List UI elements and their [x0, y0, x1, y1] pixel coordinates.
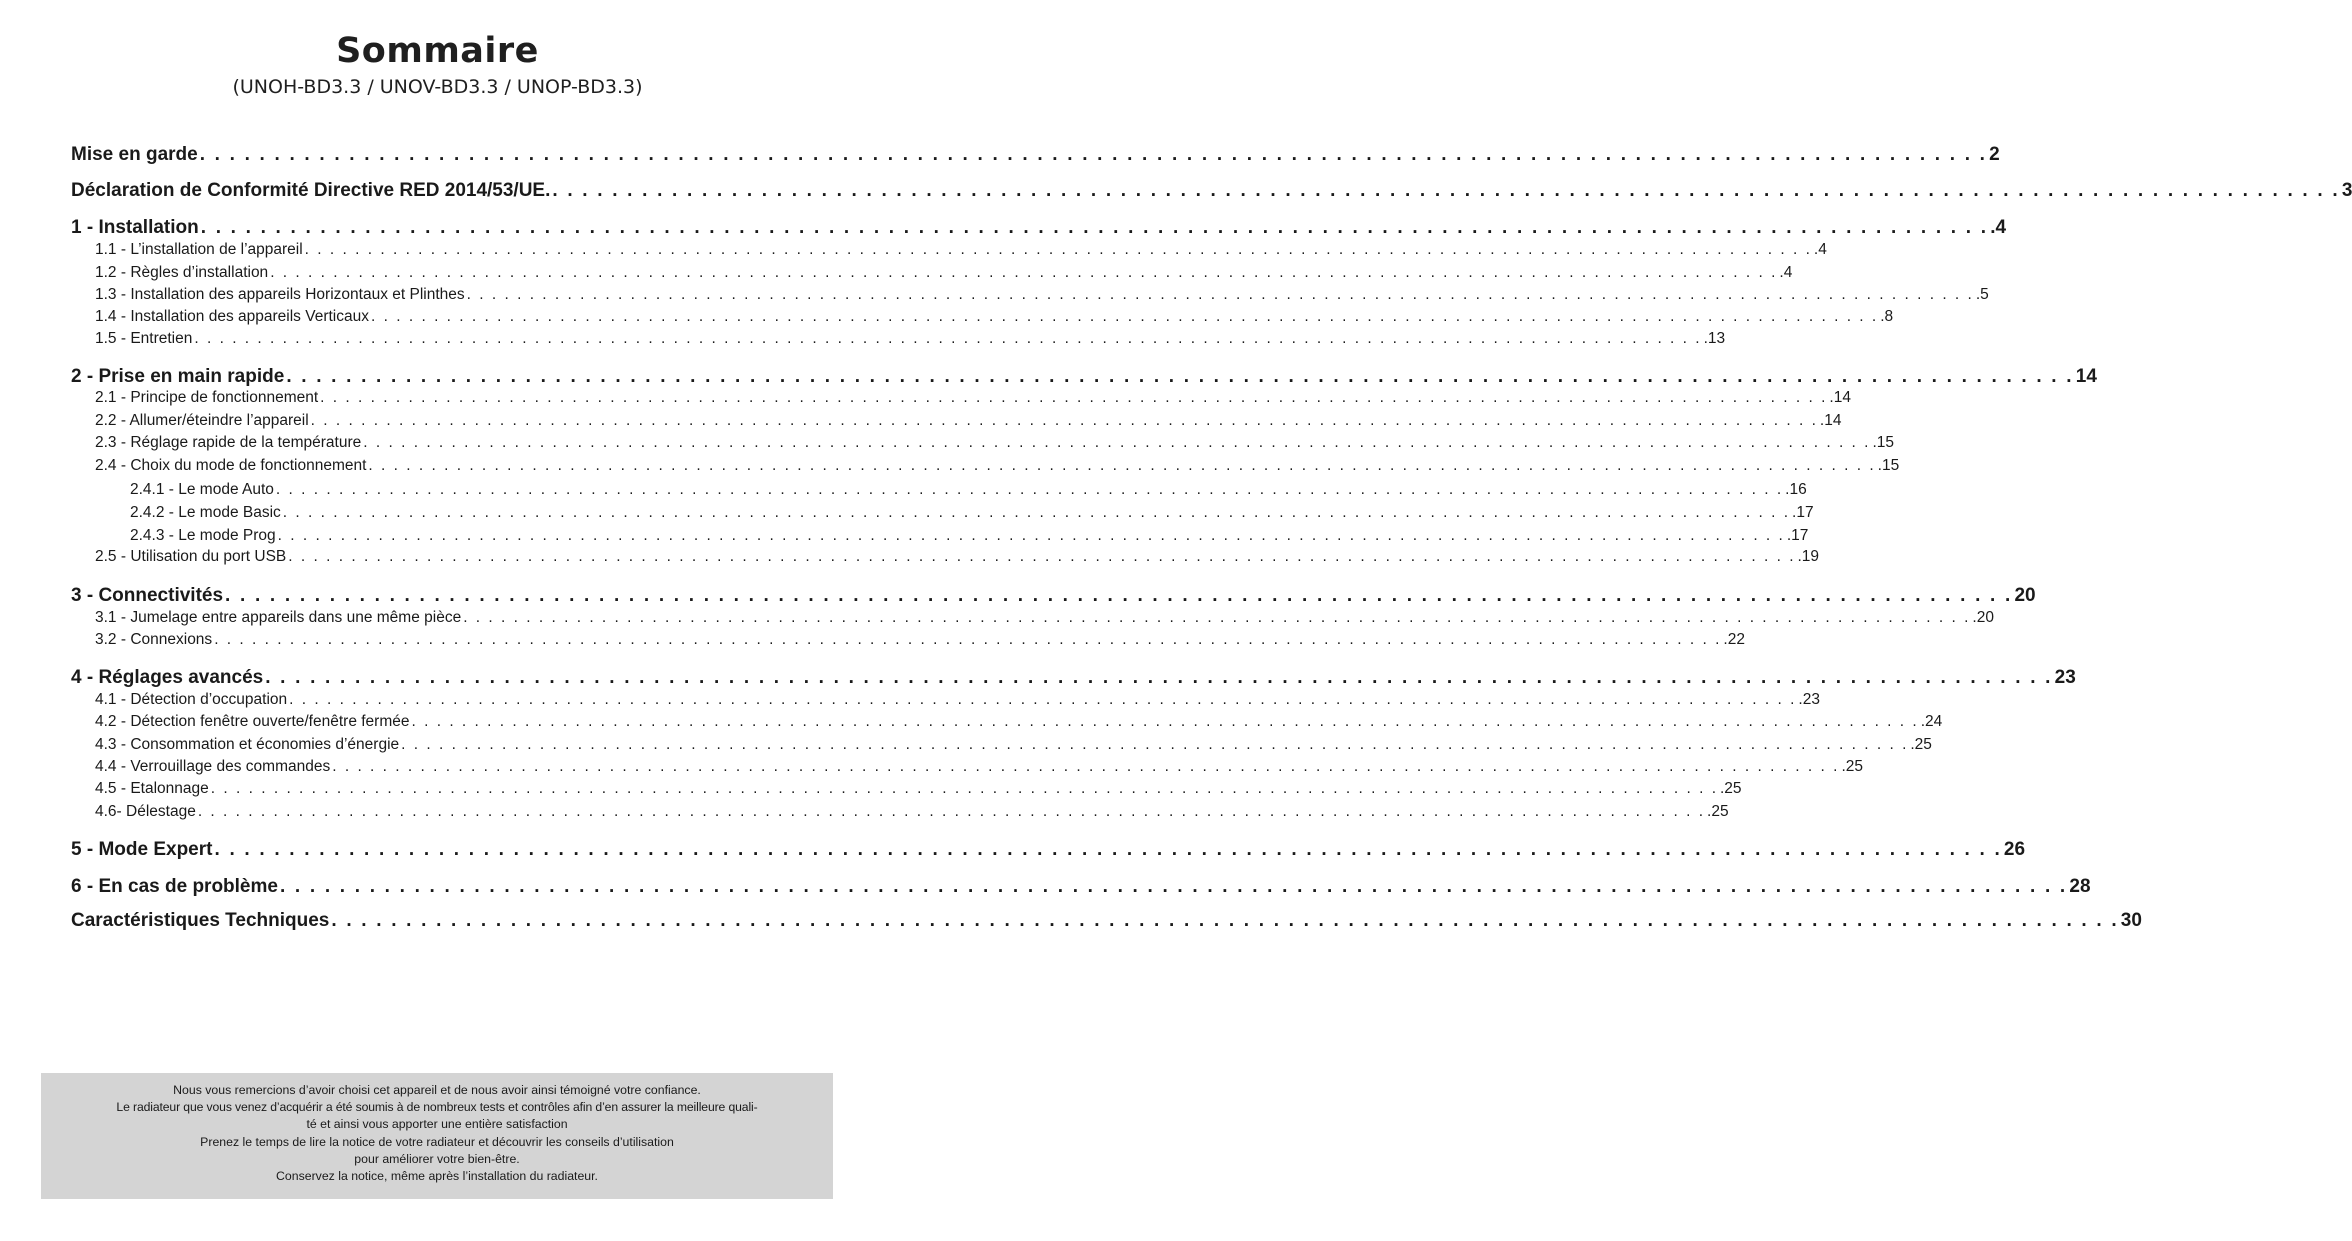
toc-entry[interactable] [95, 803, 1729, 821]
toc-entry-page: .13 [1703, 330, 1726, 347]
toc-entry-label: 4.1 - Détection d’occupation [95, 691, 288, 708]
toc-entry-label: 4.2 - Détection fenêtre ouverte/fenêtre fermée [95, 713, 410, 730]
toc-entry-page: .17 [1786, 527, 1809, 544]
toc-entry[interactable] [71, 910, 2142, 932]
toc-entry[interactable] [71, 667, 2076, 689]
toc-entry[interactable] [95, 241, 1827, 259]
toc-leader: . . . . . . . . . . . . . . . . . . . . . . . . . . . . . . . . . . . . . . . . . . . . . . . . . . . . . . . . . . . . . . . . . . . . . . . . . . . . . . . . . . . . . . . . . . . . . . . . . . . . . . . . . . . . . . . . . . . . . . . . [199, 144, 1988, 165]
toc-entry-page: .17 [1792, 504, 1814, 521]
notice-line: Conservez la notice, même après l’installation du radiateur. [276, 1169, 598, 1184]
thank-you-notice [41, 1073, 833, 1199]
toc-entry-page: .20 [1972, 609, 1994, 626]
toc-entry-page: .19 [1797, 548, 1820, 565]
toc-leader: . . . . . . . . . . . . . . . . . . . . . . . . . . . . . . . . . . . . . . . . . . . . . . . . . . . . . . . . . . . . . . . . . . . . . . . . . . . . . . . . . . . . . . . . . . . . . . . . . . . . . . . . . . . . . . . . . . . . . . . . [552, 180, 2340, 201]
toc-entry[interactable] [71, 217, 2007, 239]
toc-entry-label: 4.4 - Verrouillage des commandes [95, 758, 331, 775]
toc-leader: . . . . . . . . . . . . . . . . . . . . . . . . . . . . . . . . . . . . . . . . . . . . . . . . . . . . . . . . . . . . . . . . . . . . . . . . . . . . . . . . . . . . . . . . . . . . . . . . . . . . . . . . . . . . . . . . . . . . . . . . [210, 780, 1718, 797]
notice-line: Prenez le temps de lire la notice de votre radiateur et découvrir les conseils d’utilisation [200, 1134, 674, 1149]
toc-leader: . . . . . . . . . . . . . . . . . . . . . . . . . . . . . . . . . . . . . . . . . . . . . . . . . . . . . . . . . . . . . . . . . . . . . . . . . . . . . . . . . . . . . . . . . . . . . . . . . . . . . . . . . . . . . . . . . . . . . . . . [310, 412, 1818, 429]
toc-entry-label: 3 - Connectivités [71, 585, 224, 606]
toc-leader: . . . . . . . . . . . . . . . . . . . . . . . . . . . . . . . . . . . . . . . . . . . . . . . . . . . . . . . . . . . . . . . . . . . . . . . . . . . . . . . . . . . . . . . . . . . . . . . . . . . . . . . . . . . . . . . . . . . . . . . . [197, 803, 1706, 820]
toc-leader: . . . . . . . . . . . . . . . . . . . . . . . . . . . . . . . . . . . . . . . . . . . . . . . . . . . . . . . . . . . . . . . . . . . . . . . . . . . . . . . . . . . . . . . . . . . . . . . . . . . . . . . . . . . . . . . . . . . . . . . . [371, 308, 1879, 325]
toc-entry-label: 2 - Prise en main rapide [71, 366, 285, 387]
toc-entry-label: 3.1 - Jumelage entre appareils dans une même pièce [95, 609, 462, 626]
toc-entry[interactable] [71, 180, 2352, 202]
toc-entry-label: 2.5 - Utilisation du port USB [95, 548, 287, 565]
toc-entry-label: 3.2 - Connexions [95, 631, 213, 648]
toc-leader: . . . . . . . . . . . . . . . . . . . . . . . . . . . . . . . . . . . . . . . . . . . . . . . . . . . . . . . . . . . . . . . . . . . . . . . . . . . . . . . . . . . . . . . . . . . . . . . . . . . . . . . . . . . . . . . . . . . . . . . . [466, 286, 1974, 303]
toc-entry-label: 2.4 - Choix du mode de fonctionnement [95, 457, 367, 474]
toc-entry[interactable] [95, 286, 1989, 304]
toc-entry[interactable] [95, 412, 1842, 430]
page-title: Sommaire [336, 31, 539, 71]
toc-entry-page: 2 [1989, 144, 2000, 165]
toc-entry-label: 2.2 - Allumer/éteindre l’appareil [95, 412, 309, 429]
toc-entry-page: .5 [1975, 286, 1989, 303]
toc-entry-label: 4.6- Délestage [95, 803, 196, 820]
toc-entry-page: .4 [1779, 264, 1793, 281]
toc-entry-page: .22 [1723, 631, 1745, 648]
toc-entry-label: 2.4.2 - Le mode Basic [130, 504, 281, 521]
toc-leader: . . . . . . . . . . . . . . . . . . . . . . . . . . . . . . . . . . . . . . . . . . . . . . . . . . . . . . . . . . . . . . . . . . . . . . . . . . . . . . . . . . . . . . . . . . . . . . . . . . . . . . . . . . . . . . . . . . . . . . . . [214, 631, 1722, 648]
toc-leader: . . . . . . . . . . . . . . . . . . . . . . . . . . . . . . . . . . . . . . . . . . . . . . . . . . . . . . . . . . . . . . . . . . . . . . . . . . . . . . . . . . . . . . . . . . . . . . . . . . . . . . . . . . . . . . . . . . . . . . . . [265, 667, 2053, 688]
toc-entry[interactable] [130, 527, 1809, 545]
notice-line: Nous vous remercions d’avoir choisi cet appareil et de nous avoir ainsi témoigné votre confiance. [173, 1083, 701, 1097]
notice-line: Le radiateur que vous venez d’acquérir a été soumis à de nombreux tests et contrôles afin d’en assurer la meilleure quali- [116, 1100, 758, 1115]
toc-entry-page: .14 [1819, 412, 1842, 429]
toc-entry-label: 1.5 - Entretien [95, 330, 193, 347]
toc-entry[interactable] [95, 389, 1851, 407]
toc-leader: . . . . . . . . . . . . . . . . . . . . . . . . . . . . . . . . . . . . . . . . . . . . . . . . . . . . . . . . . . . . . . . . . . . . . . . . . . . . . . . . . . . . . . . . . . . . . . . . . . . . . . . . . . . . . . . . . . . . . . . . [289, 691, 1797, 708]
toc-entry-page: .8 [1880, 308, 1894, 325]
toc-entry-page: 23 [2054, 667, 2076, 688]
toc-leader: . . . . . . . . . . . . . . . . . . . . . . . . . . . . . . . . . . . . . . . . . . . . . . . . . . . . . . . . . . . . . . . . . . . . . . . . . . . . . . . . . . . . . . . . . . . . . . . . . . . . . . . . . . . . . . . . . . . . . . . . [194, 330, 1702, 347]
notice-line: té et ainsi vous apporter une entière satisfaction [306, 1117, 568, 1132]
toc-entry-page: .25 [1720, 780, 1742, 797]
toc-entry-label: 1.4 - Installation des appareils Verticaux [95, 308, 369, 325]
toc-entry-page: .4 [1990, 217, 2007, 238]
toc-entry-label: 1 - Installation [71, 217, 199, 238]
toc-entry-label: 2.3 - Réglage rapide de la température [95, 434, 362, 451]
toc-entry[interactable] [95, 780, 1742, 798]
toc-entry[interactable] [95, 758, 1864, 776]
toc-entry-label: Mise en garde [71, 144, 198, 165]
toc-leader: . . . . . . . . . . . . . . . . . . . . . . . . . . . . . . . . . . . . . . . . . . . . . . . . . . . . . . . . . . . . . . . . . . . . . . . . . . . . . . . . . . . . . . . . . . . . . . . . . . . . . . . . . . . . . . . . . . . . . . . . [331, 910, 2119, 931]
toc-entry[interactable] [95, 457, 1900, 475]
toc-entry-page: .24 [1920, 713, 1943, 730]
toc-entry-label: 2.4.1 - Le mode Auto [130, 481, 274, 498]
toc-entry-page: .23 [1798, 691, 1820, 708]
toc-leader: . . . . . . . . . . . . . . . . . . . . . . . . . . . . . . . . . . . . . . . . . . . . . . . . . . . . . . . . . . . . . . . . . . . . . . . . . . . . . . . . . . . . . . . . . . . . . . . . . . . . . . . . . . . . . . . . . . . . . . . . [332, 758, 1840, 775]
toc-leader: . . . . . . . . . . . . . . . . . . . . . . . . . . . . . . . . . . . . . . . . . . . . . . . . . . . . . . . . . . . . . . . . . . . . . . . . . . . . . . . . . . . . . . . . . . . . . . . . . . . . . . . . . . . . . . . . . . . . . . . . [277, 527, 1785, 544]
toc-entry[interactable] [71, 585, 2036, 607]
toc-entry[interactable] [130, 504, 1814, 522]
toc-entry[interactable] [71, 144, 2000, 166]
toc-entry[interactable] [95, 548, 1820, 566]
toc-entry[interactable] [95, 691, 1820, 709]
toc-entry-page: .25 [1910, 736, 1932, 753]
page-subtitle: (UNOH-BD3.3 / UNOV-BD3.3 / UNOP-BD3.3) [232, 76, 643, 98]
toc-entry[interactable] [71, 839, 2026, 861]
toc-entry-page: .25 [1841, 758, 1864, 775]
toc-entry[interactable] [95, 713, 1943, 731]
toc-entry-page: .15 [1877, 457, 1900, 474]
toc-entry[interactable] [95, 631, 1745, 649]
toc-leader: . . . . . . . . . . . . . . . . . . . . . . . . . . . . . . . . . . . . . . . . . . . . . . . . . . . . . . . . . . . . . . . . . . . . . . . . . . . . . . . . . . . . . . . . . . . . . . . . . . . . . . . . . . . . . . . . . . . . . . . . [282, 504, 1791, 521]
toc-entry-label: 6 - En cas de problème [71, 876, 278, 897]
toc-leader: . . . . . . . . . . . . . . . . . . . . . . . . . . . . . . . . . . . . . . . . . . . . . . . . . . . . . . . . . . . . . . . . . . . . . . . . . . . . . . . . . . . . . . . . . . . . . . . . . . . . . . . . . . . . . . . . . . . . . . . . [200, 217, 1989, 238]
toc-entry-label: 2.4.3 - Le mode Prog [130, 527, 276, 544]
toc-leader: . . . . . . . . . . . . . . . . . . . . . . . . . . . . . . . . . . . . . . . . . . . . . . . . . . . . . . . . . . . . . . . . . . . . . . . . . . . . . . . . . . . . . . . . . . . . . . . . . . . . . . . . . . . . . . . . . . . . . . . . [363, 434, 1871, 451]
toc-leader: . . . . . . . . . . . . . . . . . . . . . . . . . . . . . . . . . . . . . . . . . . . . . . . . . . . . . . . . . . . . . . . . . . . . . . . . . . . . . . . . . . . . . . . . . . . . . . . . . . . . . . . . . . . . . . . . . . . . . . . . [270, 264, 1778, 281]
toc-entry-label: 5 - Mode Expert [71, 839, 213, 860]
toc-leader: . . . . . . . . . . . . . . . . . . . . . . . . . . . . . . . . . . . . . . . . . . . . . . . . . . . . . . . . . . . . . . . . . . . . . . . . . . . . . . . . . . . . . . . . . . . . . . . . . . . . . . . . . . . . . . . . . . . . . . . . [368, 457, 1876, 474]
toc-entry[interactable] [130, 481, 1807, 499]
toc-leader: . . . . . . . . . . . . . . . . . . . . . . . . . . . . . . . . . . . . . . . . . . . . . . . . . . . . . . . . . . . . . . . . . . . . . . . . . . . . . . . . . . . . . . . . . . . . . . . . . . . . . . . . . . . . . . . . . . . . . . . . [275, 481, 1784, 498]
toc-leader: . . . . . . . . . . . . . . . . . . . . . . . . . . . . . . . . . . . . . . . . . . . . . . . . . . . . . . . . . . . . . . . . . . . . . . . . . . . . . . . . . . . . . . . . . . . . . . . . . . . . . . . . . . . . . . . . . . . . . . . . [463, 609, 1971, 626]
toc-entry[interactable] [95, 308, 1894, 326]
toc-leader: . . . . . . . . . . . . . . . . . . . . . . . . . . . . . . . . . . . . . . . . . . . . . . . . . . . . . . . . . . . . . . . . . . . . . . . . . . . . . . . . . . . . . . . . . . . . . . . . . . . . . . . . . . . . . . . . . . . . . . . . [401, 736, 1909, 753]
toc-entry[interactable] [95, 264, 1793, 282]
toc-entry-label: 4 - Réglages avancés [71, 667, 264, 688]
toc-entry[interactable] [95, 736, 1932, 754]
toc-entry[interactable] [71, 876, 2091, 898]
toc-entry-label: 1.3 - Installation des appareils Horizontaux et Plinthes [95, 286, 465, 303]
toc-entry-page: 3 [2341, 180, 2352, 201]
toc-leader: . . . . . . . . . . . . . . . . . . . . . . . . . . . . . . . . . . . . . . . . . . . . . . . . . . . . . . . . . . . . . . . . . . . . . . . . . . . . . . . . . . . . . . . . . . . . . . . . . . . . . . . . . . . . . . . . . . . . . . . . [286, 366, 2074, 387]
toc-entry-page: .16 [1785, 481, 1807, 498]
toc-leader: . . . . . . . . . . . . . . . . . . . . . . . . . . . . . . . . . . . . . . . . . . . . . . . . . . . . . . . . . . . . . . . . . . . . . . . . . . . . . . . . . . . . . . . . . . . . . . . . . . . . . . . . . . . . . . . . . . . . . . . . [411, 713, 1919, 730]
toc-entry-page: 20 [2014, 585, 2036, 606]
toc-leader: . . . . . . . . . . . . . . . . . . . . . . . . . . . . . . . . . . . . . . . . . . . . . . . . . . . . . . . . . . . . . . . . . . . . . . . . . . . . . . . . . . . . . . . . . . . . . . . . . . . . . . . . . . . . . . . . . . . . . . . . [279, 876, 2068, 897]
toc-leader: . . . . . . . . . . . . . . . . . . . . . . . . . . . . . . . . . . . . . . . . . . . . . . . . . . . . . . . . . . . . . . . . . . . . . . . . . . . . . . . . . . . . . . . . . . . . . . . . . . . . . . . . . . . . . . . . . . . . . . . . [304, 241, 1812, 258]
toc-entry-page: .25 [1707, 803, 1729, 820]
toc-entry-page: 26 [2003, 839, 2026, 860]
toc-entry-label: Déclaration de Conformité Directive RED 2014/53/UE. [71, 180, 551, 201]
toc-entry-page: 28 [2069, 876, 2091, 897]
notice-line: pour améliorer votre bien-être. [354, 1151, 520, 1166]
toc-entry[interactable] [95, 330, 1726, 348]
toc-leader: . . . . . . . . . . . . . . . . . . . . . . . . . . . . . . . . . . . . . . . . . . . . . . . . . . . . . . . . . . . . . . . . . . . . . . . . . . . . . . . . . . . . . . . . . . . . . . . . . . . . . . . . . . . . . . . . . . . . . . . . [288, 548, 1796, 565]
toc-entry-page: .15 [1872, 434, 1895, 451]
toc-entry-label: 4.5 - Etalonnage [95, 780, 209, 797]
toc-entry-page: .14 [1829, 389, 1851, 406]
toc-leader: . . . . . . . . . . . . . . . . . . . . . . . . . . . . . . . . . . . . . . . . . . . . . . . . . . . . . . . . . . . . . . . . . . . . . . . . . . . . . . . . . . . . . . . . . . . . . . . . . . . . . . . . . . . . . . . . . . . . . . . . [225, 585, 2013, 606]
toc-entry-page: .4 [1813, 241, 1827, 258]
toc-entry-label: 1.1 - L’installation de l’appareil [95, 241, 303, 258]
toc-entry-label: 2.1 - Principe de fonctionnement [95, 389, 319, 406]
toc-leader: . . . . . . . . . . . . . . . . . . . . . . . . . . . . . . . . . . . . . . . . . . . . . . . . . . . . . . . . . . . . . . . . . . . . . . . . . . . . . . . . . . . . . . . . . . . . . . . . . . . . . . . . . . . . . . . . . . . . . . . . [214, 839, 2002, 860]
toc-entry-page: 30 [2120, 910, 2142, 931]
toc-entry[interactable] [95, 434, 1895, 452]
toc-entry-label: Caractéristiques Techniques [71, 910, 330, 931]
toc-entry-label: 4.3 - Consommation et économies d’énergie [95, 736, 400, 753]
toc-entry[interactable] [95, 609, 1994, 627]
toc-leader: . . . . . . . . . . . . . . . . . . . . . . . . . . . . . . . . . . . . . . . . . . . . . . . . . . . . . . . . . . . . . . . . . . . . . . . . . . . . . . . . . . . . . . . . . . . . . . . . . . . . . . . . . . . . . . . . . . . . . . . . [320, 389, 1828, 406]
toc-entry-page: 14 [2075, 366, 2097, 387]
toc-entry-label: 1.2 - Règles d’installation [95, 264, 269, 281]
toc-entry[interactable] [71, 366, 2097, 388]
